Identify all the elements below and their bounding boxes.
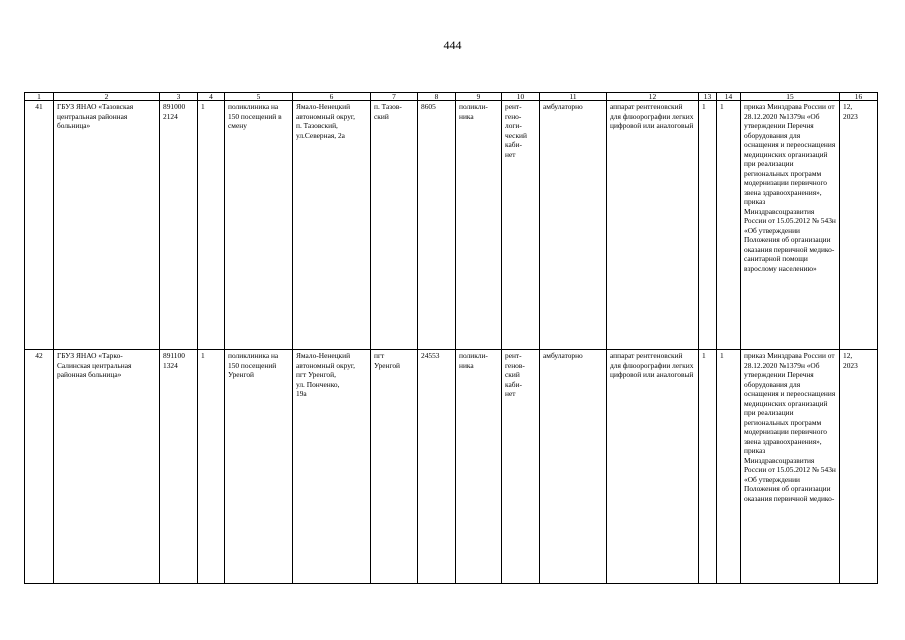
page-number: 444: [443, 38, 462, 52]
unit-type: поликли- ника: [456, 350, 502, 584]
cabinet-type: рент- генов- ский каби- нет: [502, 350, 540, 584]
population-cell: 8605: [418, 101, 456, 350]
table-row: [25, 101, 878, 350]
column-header: 10: [502, 93, 540, 101]
header-row: [25, 93, 878, 101]
column-header: 15: [741, 93, 840, 101]
column-header: 9: [456, 93, 502, 101]
count-cell: 1: [198, 350, 225, 584]
quantity-cell: 1: [717, 350, 741, 584]
legal-basis: приказ Минздрава России от 28.12.2020 №1379н «Об утверждении Перечня оборудования для оснащения и переоснащения медицинских организаций при реализации региональных программ модернизации первичного звена здравоохранения», приказ Минздравсоцразвития России от 15.05.2012 № 543н «Об утверждении Положения об организации оказания первичной медико-: [741, 350, 840, 584]
deadline-cell: 12, 2023: [840, 101, 878, 350]
column-header: 3: [160, 93, 198, 101]
row-number: 42: [25, 350, 54, 584]
equipment-name: аппарат рентгеновский для флюорографии легких цифровой или аналоговый: [607, 350, 699, 584]
column-header: 2: [54, 93, 160, 101]
column-header: 12: [607, 93, 699, 101]
table-row: [25, 350, 878, 584]
address-cell: Ямало-Ненецкий автономный округ, пгт Уренгой, ул. Понченко, 19а: [293, 350, 371, 584]
column-header: 14: [717, 93, 741, 101]
column-header: 5: [225, 93, 293, 101]
column-header: 7: [371, 93, 418, 101]
organization-code: 891000 2124: [160, 101, 198, 350]
organization-name: ГБУЗ ЯНАО «Тазовская центральная районная больница»: [54, 101, 160, 350]
legal-basis: приказ Минздрава России от 28.12.2020 №1379н «Об утверждении Перечня оборудования для оснащения и переоснащения медицинских организаций при реализации региональных программ модернизации первичного звена здравоохранения», приказ Минздравсоцразвития России от 15.05.2012 № 543н «Об утверждении Положения об организации оказания первичной медико-санитарной помощи взрослому населению»: [741, 101, 840, 350]
organization-name: ГБУЗ ЯНАО «Тарко-Салинская центральная районная больница»: [54, 350, 160, 584]
unit-type: поликли- ника: [456, 101, 502, 350]
facility-type: поликлиника на 150 посещений в смену: [225, 101, 293, 350]
population-cell: 24553: [418, 350, 456, 584]
settlement-cell: пгт Уренгой: [371, 350, 418, 584]
quantity-cell: 1: [699, 350, 717, 584]
cabinet-type: рент- гено- логи- ческий каби- нет: [502, 101, 540, 350]
settlement-cell: п. Тазов- ский: [371, 101, 418, 350]
column-header: 6: [293, 93, 371, 101]
quantity-cell: 1: [699, 101, 717, 350]
column-header: 13: [699, 93, 717, 101]
deadline-cell: 12, 2023: [840, 350, 878, 584]
row-number: 41: [25, 101, 54, 350]
column-header: 11: [540, 93, 607, 101]
column-header: 4: [198, 93, 225, 101]
organization-code: 891100 1324: [160, 350, 198, 584]
column-header: 8: [418, 93, 456, 101]
equipment-name: аппарат рентгеновский для флюорографии легких цифровой или аналоговый: [607, 101, 699, 350]
care-conditions: амбулаторно: [540, 350, 607, 584]
count-cell: 1: [198, 101, 225, 350]
column-header: 16: [840, 93, 878, 101]
facility-type: поликлиника на 150 посещений Уренгой: [225, 350, 293, 584]
equipment-table: [24, 92, 878, 584]
quantity-cell: 1: [717, 101, 741, 350]
address-cell: Ямало-Ненецкий автономный округ, п. Тазовский, ул.Северная, 2а: [293, 101, 371, 350]
care-conditions: амбулаторно: [540, 101, 607, 350]
column-header: 1: [25, 93, 54, 101]
